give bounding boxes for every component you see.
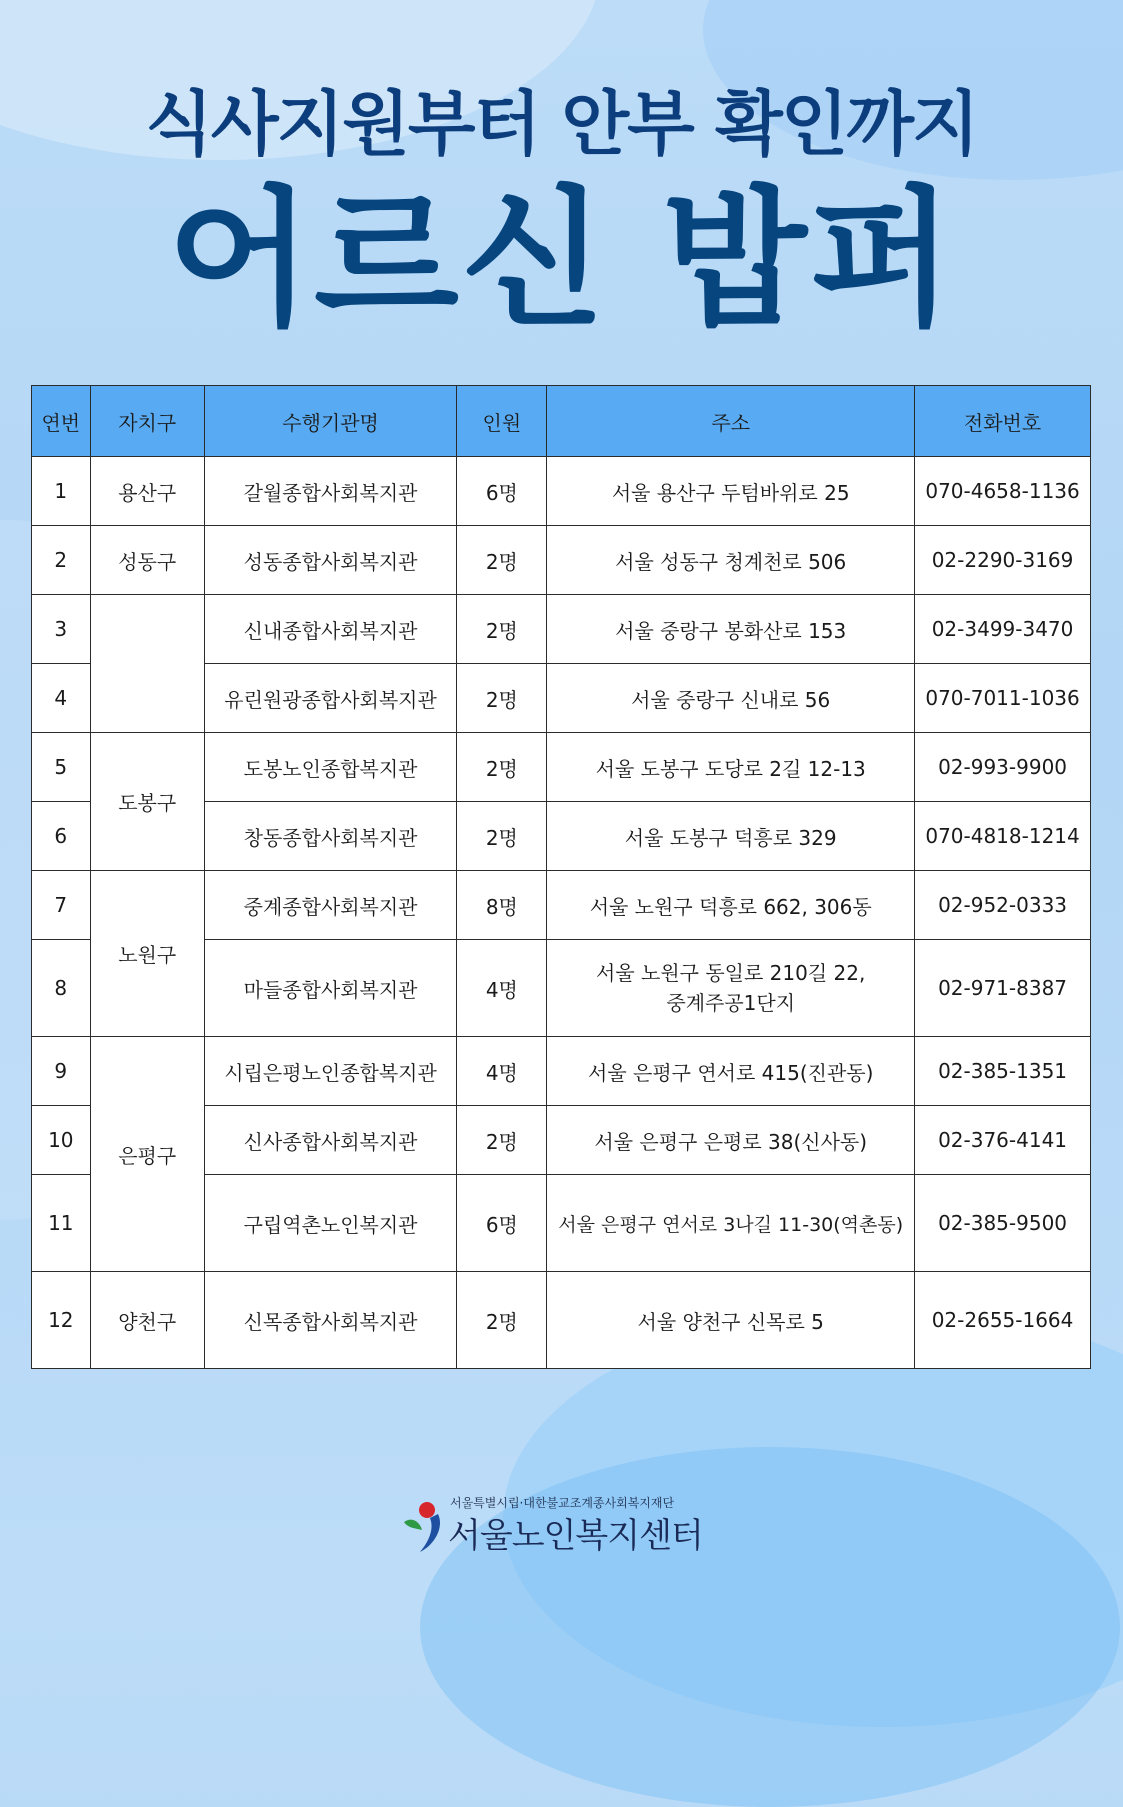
cell-count: 4명 xyxy=(457,940,547,1037)
cell-count: 2명 xyxy=(457,1106,547,1175)
cell-count: 6명 xyxy=(457,457,547,526)
cell-district: 은평구 xyxy=(90,1037,204,1272)
cell-district: 성동구 xyxy=(90,526,204,595)
header-count: 인원 xyxy=(457,386,547,457)
table-row xyxy=(32,595,1091,664)
cell-phone: 02-952-0333 xyxy=(915,871,1091,940)
cell-count: 2명 xyxy=(457,733,547,802)
cell-no: 9 xyxy=(32,1037,91,1106)
cell-org: 시립은평노인종합복지관 xyxy=(204,1037,457,1106)
cell-org: 갈월종합사회복지관 xyxy=(204,457,457,526)
table-header-row xyxy=(32,386,1091,457)
cell-address: 서울 도봉구 덕흥로 329 xyxy=(547,802,915,871)
cell-district: 도봉구 xyxy=(90,733,204,871)
header-no: 연번 xyxy=(32,386,91,457)
cell-phone: 02-385-9500 xyxy=(915,1175,1091,1272)
cell-no: 7 xyxy=(32,871,91,940)
cell-org: 신내종합사회복지관 xyxy=(204,595,457,664)
cell-org: 창동종합사회복지관 xyxy=(204,802,457,871)
cell-phone: 070-7011-1036 xyxy=(915,664,1091,733)
cell-no: 8 xyxy=(32,940,91,1037)
cell-address: 서울 은평구 연서로 415(진관동) xyxy=(547,1037,915,1106)
cell-address xyxy=(547,940,915,1037)
table-row xyxy=(32,1037,1091,1106)
table-row xyxy=(32,457,1091,526)
org-name: 서울노인복지센터 xyxy=(448,1516,703,1556)
cell-phone: 02-971-8387 xyxy=(915,940,1091,1037)
cell-org: 신사종합사회복지관 xyxy=(204,1106,457,1175)
cell-district: 양천구 xyxy=(90,1272,204,1369)
table-row xyxy=(32,1272,1091,1369)
cell-address: 서울 양천구 신목로 5 xyxy=(547,1272,915,1369)
cell-org: 마들종합사회복지관 xyxy=(204,940,457,1037)
cell-org: 성동종합사회복지관 xyxy=(204,526,457,595)
cell-org: 중계종합사회복지관 xyxy=(204,871,457,940)
org-affiliation: 서울특별시립·대한불교조계종사회복지재단 xyxy=(450,1496,675,1510)
cell-phone: 070-4658-1136 xyxy=(915,457,1091,526)
table-row xyxy=(32,871,1091,940)
cell-no: 5 xyxy=(32,733,91,802)
cell-district: 용산구 xyxy=(90,457,204,526)
cell-address: 서울 은평구 은평로 38(신사동) xyxy=(547,1106,915,1175)
header-phone: 전화번호 xyxy=(915,386,1091,457)
cell-address: 서울 노원구 덕흥로 662, 306동 xyxy=(547,871,915,940)
cell-no: 6 xyxy=(32,802,91,871)
cell-phone: 02-385-1351 xyxy=(915,1037,1091,1106)
cell-address: 서울 용산구 두텀바위로 25 xyxy=(547,457,915,526)
cell-count: 2명 xyxy=(457,1272,547,1369)
cell-count: 2명 xyxy=(457,526,547,595)
page-title: 어르신 밥퍼 xyxy=(167,173,956,347)
cell-no: 11 xyxy=(32,1175,91,1272)
cell-address: 서울 성동구 청계천로 506 xyxy=(547,526,915,595)
header-org: 수행기관명 xyxy=(204,386,457,457)
cell-no: 12 xyxy=(32,1272,91,1369)
cell-no: 3 xyxy=(32,595,91,664)
cell-count: 2명 xyxy=(457,802,547,871)
cell-org: 유린원광종합사회복지관 xyxy=(204,664,457,733)
footer-logo-block xyxy=(400,1494,740,1554)
cell-count: 2명 xyxy=(457,664,547,733)
cell-count: 2명 xyxy=(457,595,547,664)
schedule-table xyxy=(31,385,1091,1369)
cell-org: 도봉노인종합복지관 xyxy=(204,733,457,802)
header-district: 자치구 xyxy=(90,386,204,457)
cell-count: 4명 xyxy=(457,1037,547,1106)
cell-phone: 02-993-9900 xyxy=(915,733,1091,802)
header-address: 주소 xyxy=(547,386,915,457)
cell-no: 4 xyxy=(32,664,91,733)
table-row xyxy=(32,526,1091,595)
cell-phone: 02-3499-3470 xyxy=(915,595,1091,664)
cell-phone: 070-4818-1214 xyxy=(915,802,1091,871)
cell-address: 서울 중랑구 봉화산로 153 xyxy=(547,595,915,664)
cell-address: 서울 도봉구 도당로 2길 12-13 xyxy=(547,733,915,802)
cell-org: 구립역촌노인복지관 xyxy=(204,1175,457,1272)
address-line-1: 서울 노원구 동일로 210길 22, xyxy=(596,961,866,985)
table-row xyxy=(32,733,1091,802)
address-line-2: 중계주공1단지 xyxy=(666,991,796,1015)
cell-address: 서울 은평구 연서로 3나길 11-30(역촌동) xyxy=(547,1175,915,1272)
cell-phone: 02-376-4141 xyxy=(915,1106,1091,1175)
cell-district: 노원구 xyxy=(90,871,204,1037)
cell-no: 1 xyxy=(32,457,91,526)
cell-no: 10 xyxy=(32,1106,91,1175)
cell-phone: 02-2290-3169 xyxy=(915,526,1091,595)
cell-count: 8명 xyxy=(457,871,547,940)
cell-phone: 02-2655-1664 xyxy=(915,1272,1091,1369)
subtitle: 식사지원부터 안부 확인까지 xyxy=(145,83,978,165)
cell-no: 2 xyxy=(32,526,91,595)
cell-address: 서울 중랑구 신내로 56 xyxy=(547,664,915,733)
cell-org: 신목종합사회복지관 xyxy=(204,1272,457,1369)
cell-count: 6명 xyxy=(457,1175,547,1272)
cell-district xyxy=(90,595,204,733)
organization-logo-icon xyxy=(400,1500,448,1554)
